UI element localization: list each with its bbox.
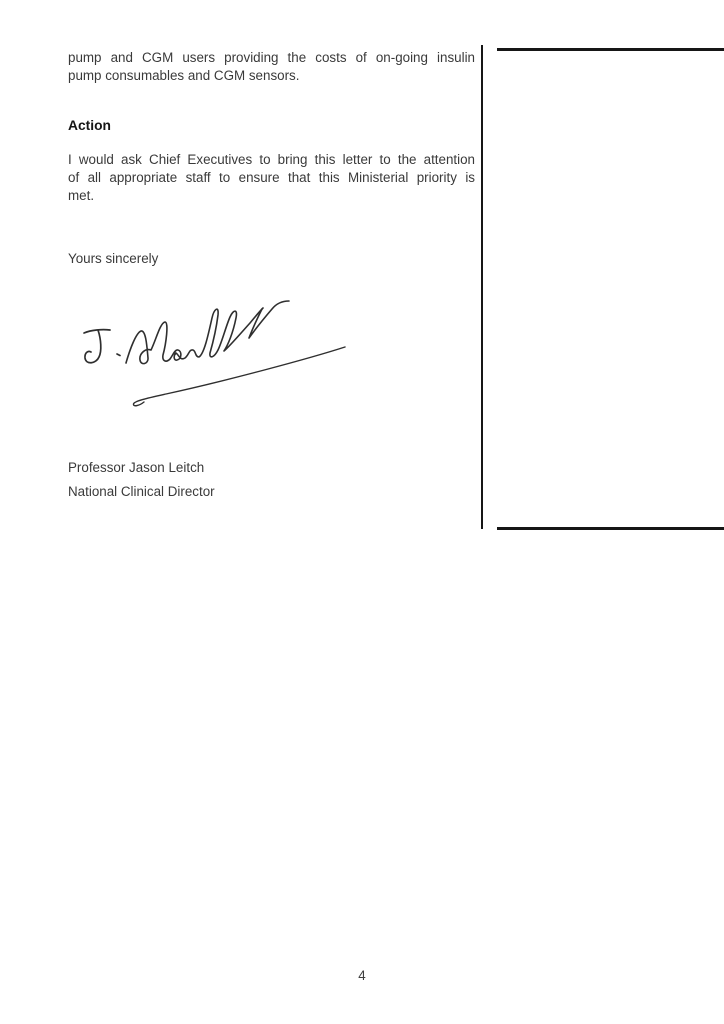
- bottom-horizontal-rule: [497, 527, 724, 530]
- vertical-rule: [481, 45, 483, 529]
- page-number: 4: [358, 968, 366, 983]
- paragraph-line: I would ask Chief Executives to bring this letter to the attention: [68, 152, 475, 167]
- action-heading: Action: [68, 118, 111, 133]
- paragraph-line: of all appropriate staff to ensure that this Ministerial priority is: [68, 170, 475, 185]
- paragraph-line: pump consumables and CGM sensors.: [68, 68, 300, 83]
- closing-salutation: Yours sincerely: [68, 251, 159, 266]
- paragraph-line: pump and CGM users providing the costs of on-going insulin: [68, 50, 475, 65]
- signature-image: [76, 292, 356, 412]
- signature-ink-icon: [76, 292, 356, 412]
- paragraph-pump-cgm: [68, 49, 475, 85]
- signatory-name: Professor Jason Leitch: [68, 460, 205, 475]
- signatory-title: National Clinical Director: [68, 484, 215, 499]
- top-horizontal-rule: [497, 48, 724, 51]
- paragraph-line: met.: [68, 188, 95, 203]
- paragraph-chief-executives: [68, 151, 475, 205]
